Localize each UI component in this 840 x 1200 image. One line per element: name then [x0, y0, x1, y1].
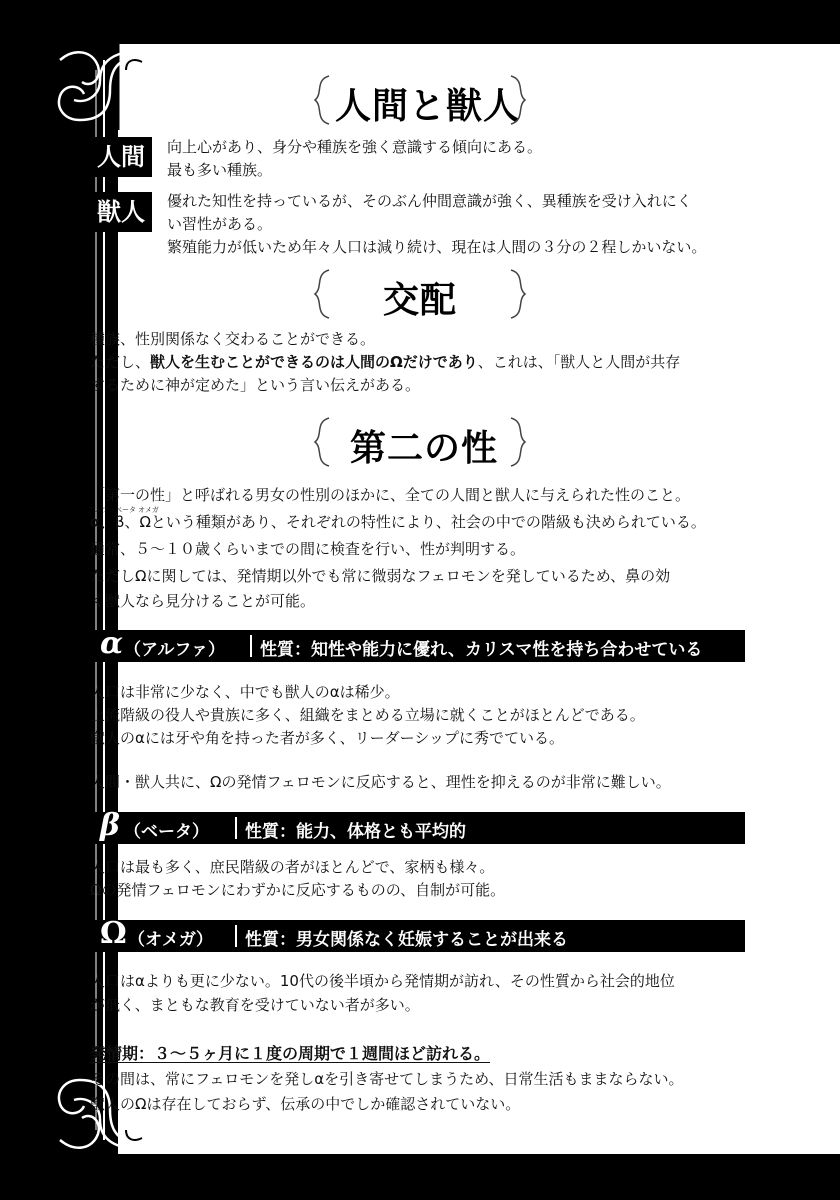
omega-line-1: 人口はαよりも更に少ない。10代の後半頃から発情期が訪れ、その性質から社会的地位 — [90, 972, 675, 990]
heat-period-title: 発情期：３～５ヶ月に１度の周期で１週間ほど訪れる。 — [90, 1044, 491, 1063]
alpha-line-2: 上流階級の役人や貴族に多く、組織をまとめる立場に就くことがほとんどである。 — [90, 706, 645, 724]
alpha-header-bar — [90, 626, 745, 662]
heat-line-1: その間は、常にフェロモンを発しαを引き寄せてしまうため、日常生活もままならない。 — [90, 1070, 684, 1088]
alpha-line-5: 人間・獣人共に、Ωの発情フェロモンに反応すると、理性を抑えるのが非常に難しい。 — [90, 773, 671, 791]
section-title-second-sex: 第二の性 — [350, 427, 499, 469]
beta-header-bar — [90, 808, 745, 844]
alpha-symbol: α — [100, 626, 124, 661]
ornament-left-icon — [305, 72, 335, 128]
beast-tag: 獣人 — [90, 192, 152, 232]
omega-desc: 性質：男女関係なく妊娠することが出来る — [245, 930, 568, 950]
beta-name: （ベータ） — [124, 822, 209, 842]
section-title-human-beast: 人間と獣人 — [335, 85, 521, 127]
ornament-right-icon — [505, 72, 535, 128]
human-line-2: 最も多い種族。 — [167, 161, 273, 179]
second-sex-line-2: α、β、Ωという種類があり、それぞれの特性により、社会の中での階級も決められている。 — [90, 513, 706, 531]
ruby-alpha: アルファ — [88, 506, 116, 514]
beta-line-1: 人口は最も多く、庶民階級の者がほとんどで、家柄も様々。 — [90, 858, 495, 876]
ornament-right-icon — [505, 414, 535, 470]
alpha-name: （アルファ） — [124, 640, 225, 660]
mating-line-2: ただし、獣人を生むことができるのは人間のΩだけであり、これは、「獣人と人間が共存 — [90, 353, 681, 371]
alpha-desc: 性質：知性や能力に優れ、カリスマ性を持ち合わせている — [260, 640, 703, 660]
omega-symbol: Ω — [100, 916, 127, 951]
second-sex-line-5: く獣人なら見分けることが可能。 — [90, 592, 316, 610]
alpha-separator — [250, 635, 252, 657]
beta-symbol: β — [100, 808, 120, 843]
heat-line-2: 獣人のΩは存在しておらず、伝承の中でしか確認されていない。 — [90, 1095, 521, 1113]
omega-name: （オメガ） — [128, 930, 213, 950]
beast-line-1: 優れた知性を持っているが、そのぶん仲間意識が強く、異種族を受け入れにく — [167, 192, 692, 210]
beta-line-2: Ωの発情フェロモンにわずかに反応するものの、自制が可能。 — [90, 881, 506, 899]
ornament-left-icon — [305, 266, 335, 322]
ornament-right-icon — [505, 266, 535, 322]
mating-line-3: するために神が定めた」という言い伝えがある。 — [90, 376, 421, 394]
ruby-beta: ベータ — [115, 506, 136, 514]
beta-desc: 性質：能力、体格とも平均的 — [245, 822, 466, 842]
human-tag: 人間 — [90, 137, 152, 177]
beta-separator — [235, 817, 237, 839]
human-line-1: 向上心があり、身分や種族を強く意識する傾向にある。 — [167, 138, 543, 156]
mating-line-1: 種族、性別関係なく交わることができる。 — [90, 330, 376, 348]
second-sex-line-3: 通常、５～１０歳くらいまでの間に検査を行い、性が判明する。 — [90, 540, 526, 558]
second-sex-line-4: ただしΩに関しては、発情期以外でも常に微弱なフェロモンを発しているため、鼻の効 — [90, 567, 671, 585]
omega-header-bar — [90, 916, 745, 952]
ruby-omega: オメガ — [138, 506, 159, 514]
beast-line-3: 繁殖能力が低いため年々人口は減り続け、現在は人間の３分の２程しかいない。 — [167, 238, 707, 256]
section-title-mating: 交配 — [383, 279, 458, 321]
alpha-line-3: 獣人のαには牙や角を持った者が多く、リーダーシップに秀でている。 — [90, 729, 564, 747]
alpha-line-1: 人口は非常に少なく、中でも獣人のαは稀少。 — [90, 683, 400, 701]
omega-separator — [235, 925, 237, 947]
ornament-left-icon — [305, 414, 335, 470]
omega-line-2: が低く、まともな教育を受けていない者が多い。 — [90, 996, 420, 1014]
beast-line-2: い習性がある。 — [167, 215, 273, 233]
second-sex-line-1: 「第一の性」と呼ばれる男女の性別のほかに、全ての人間と獣人に与えられた性のこと。 — [90, 486, 691, 504]
